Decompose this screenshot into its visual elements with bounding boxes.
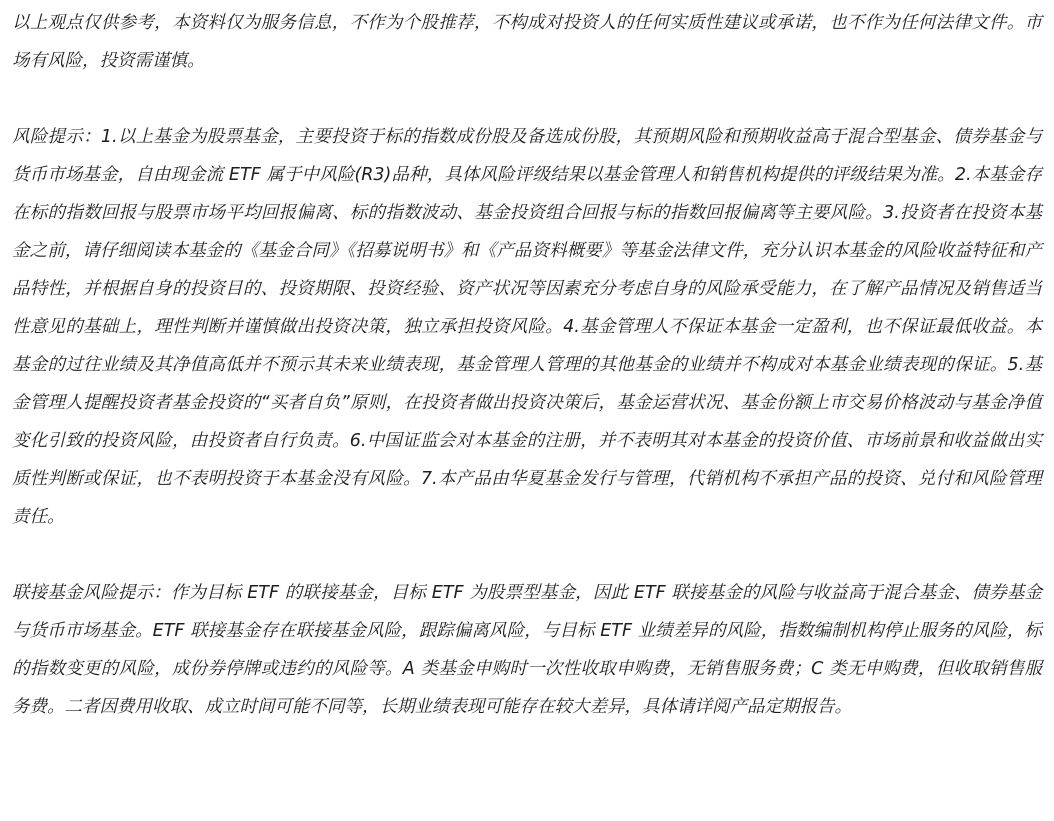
document-body (12, 4, 1042, 726)
disclaimer-paragraph: 以上观点仅供参考，本资料仅为服务信息，不作为个股推荐，不构成对投资人的任何实质性建议或承诺，也不作为任何法律文件。市场有风险，投资需谨慎。 (12, 13, 1042, 71)
risk-notice-paragraph: 风险提示：1.以上基金为股票基金，主要投资于标的指数成份股及备选成份股，其预期风险和预期收益高于混合型基金、债券基金与货币市场基金，自由现金流 ETF 属于中风险(R3)品种，具体风险评级结果以基金管理人和销售机构提供的评级结果为准。2.本基金存在标的指数回报与股票市场平均回报偏离、标的指数波动、基金投资组合回报与标的指数回报偏离等主要风险。3.投资者在投资本基金之前，请仔细阅读本基金的《基金合同》《招募说明书》和《产品资料概要》等基金法律文件，充分认识本基金的风险收益特征和产品特性，并根据自身的投资目的、投资期限、投资经验、资产状况等因素充分考虑自身的风险承受能力，在了解产品情况及销售适当性意见的基础上，理性判断并谨慎做出投资决策，独立承担投资风险。4.基金管理人不保证本基金一定盈利，也不保证最低收益。本基金的过往业绩及其净值高低并不预示其未来业绩表现，基金管理人管理的其他基金的业绩并不构成对本基金业绩表现的保证。5.基金管理人提醒投资者基金投资的“买者自负”原则，在投资者做出投资决策后，基金运营状况、基金份额上市交易价格波动与基金净值变化引致的投资风险，由投资者自行负责。6.中国证监会对本基金的注册，并不表明其对本基金的投资价值、市场前景和收益做出实质性判断或保证，也不表明投资于本基金没有风险。7.本产品由华夏基金发行与管理，代销机构不承担产品的投资、兑付和风险管理责任。 (12, 127, 1042, 527)
feeder-fund-risk-paragraph: 联接基金风险提示：作为目标 ETF 的联接基金，目标 ETF 为股票型基金，因此 ETF 联接基金的风险与收益高于混合基金、债券基金与货币市场基金。ETF 联接基金存在联接基金风险，跟踪偏离风险，与目标 ETF 业绩差异的风险，指数编制机构停止服务的风险，标的指数变更的风险，成份券停牌或违约的风险等。A 类基金申购时一次性收取申购费，无销售服务费；C 类无申购费，但收取销售服务费。二者因费用收取、成立时间可能不同等，长期业绩表现可能存在较大差异，具体请详阅产品定期报告。 (12, 583, 1042, 717)
